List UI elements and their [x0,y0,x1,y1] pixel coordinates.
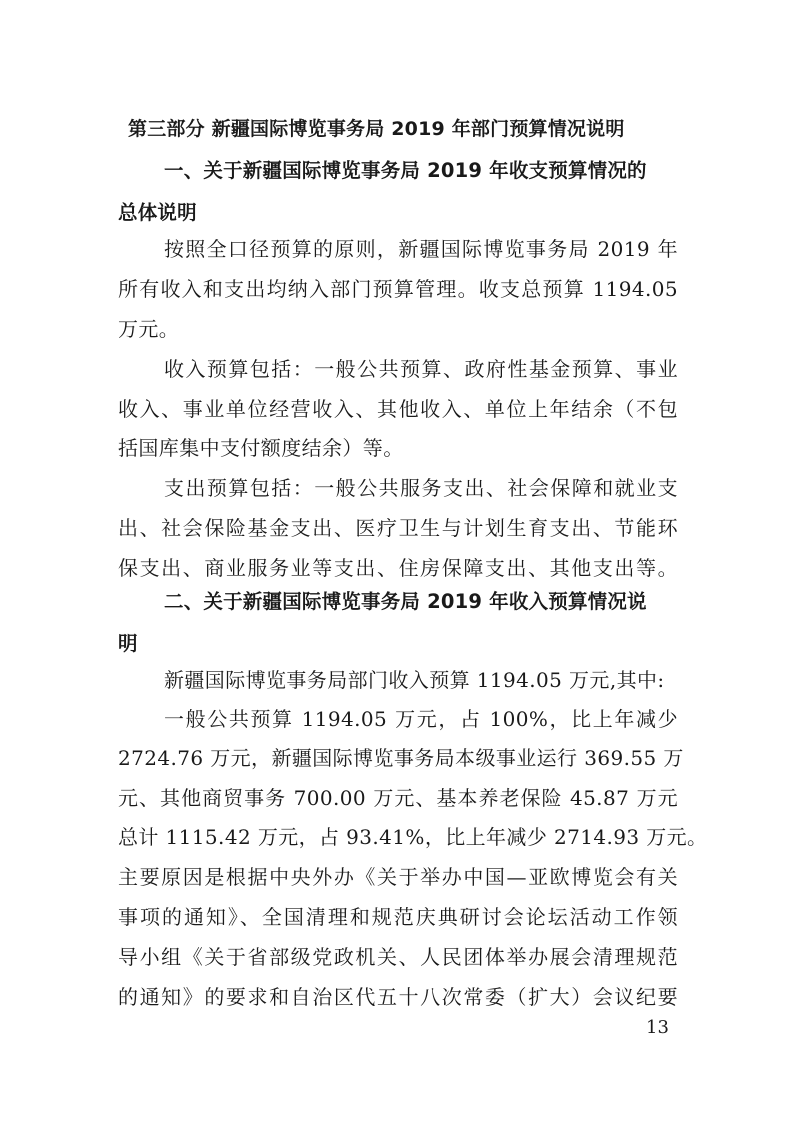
paragraph-line: 2724.76 万元，新疆国际博览事务局本级事业运行 369.55 万 [118,746,684,770]
paragraph-line: 收入预算包括：一般公共预算、政府性基金预算、事业 [164,357,678,381]
paragraph-line: 主要原因是根据中央外办《关于举办中国—亚欧博览会有关 [118,865,678,889]
section1-heading: 一、关于新疆国际博览事务局 2019 年收支预算情况的 [164,159,647,182]
paragraph-line: 收入、事业单位经营收入、其他收入、单位上年结余（不包 [118,397,678,421]
paragraph-line: 元、其他商贸事务 700.00 万元、基本养老保险 45.87 万元 [118,786,678,810]
paragraph-line: 万元。 [118,317,180,341]
section1-heading-cont: 总体说明 [118,201,197,224]
paragraph-line: 出、社会保险基金支出、医疗卫生与计划生育支出、节能环 [118,516,678,540]
section2-heading: 二、关于新疆国际博览事务局 2019 年收入预算情况说 [164,590,647,613]
paragraph-line: 支出预算包括：一般公共服务支出、社会保障和就业支 [164,476,678,500]
paragraph-line: 事项的通知》、全国清理和规范庆典研讨会论坛活动工作领 [118,905,678,929]
section2-heading-cont: 明 [118,632,138,655]
paragraph-line: 总计 1115.42 万元，占 93.41%，比上年减少 2714.93 万元。 [118,825,708,849]
paragraph-line: 导小组《关于省部级党政机关、人民团体举办展会清理规范 [118,945,678,969]
document-title: 第三部分 新疆国际博览事务局 2019 年部门预算情况说明 [128,118,625,140]
paragraph-line: 新疆国际博览事务局部门收入预算 1194.05 万元,其中: [164,668,665,692]
paragraph-line: 括国库集中支付额度结余）等。 [118,436,404,460]
paragraph-line: 一般公共预算 1194.05 万元，占 100%，比上年减少 [164,707,678,731]
paragraph-line: 的通知》的要求和自治区代五十八次常委（扩大）会议纪要 [118,985,678,1009]
paragraph-line: 保支出、商业服务业等支出、住房保障支出、其他支出等。 [118,556,678,580]
paragraph-line: 按照全口径预算的原则，新疆国际博览事务局 2019 年 [164,237,678,261]
paragraph-line: 所有收入和支出均纳入部门预算管理。收支总预算 1194.05 [118,277,678,301]
page-number: 13 [646,1017,669,1038]
